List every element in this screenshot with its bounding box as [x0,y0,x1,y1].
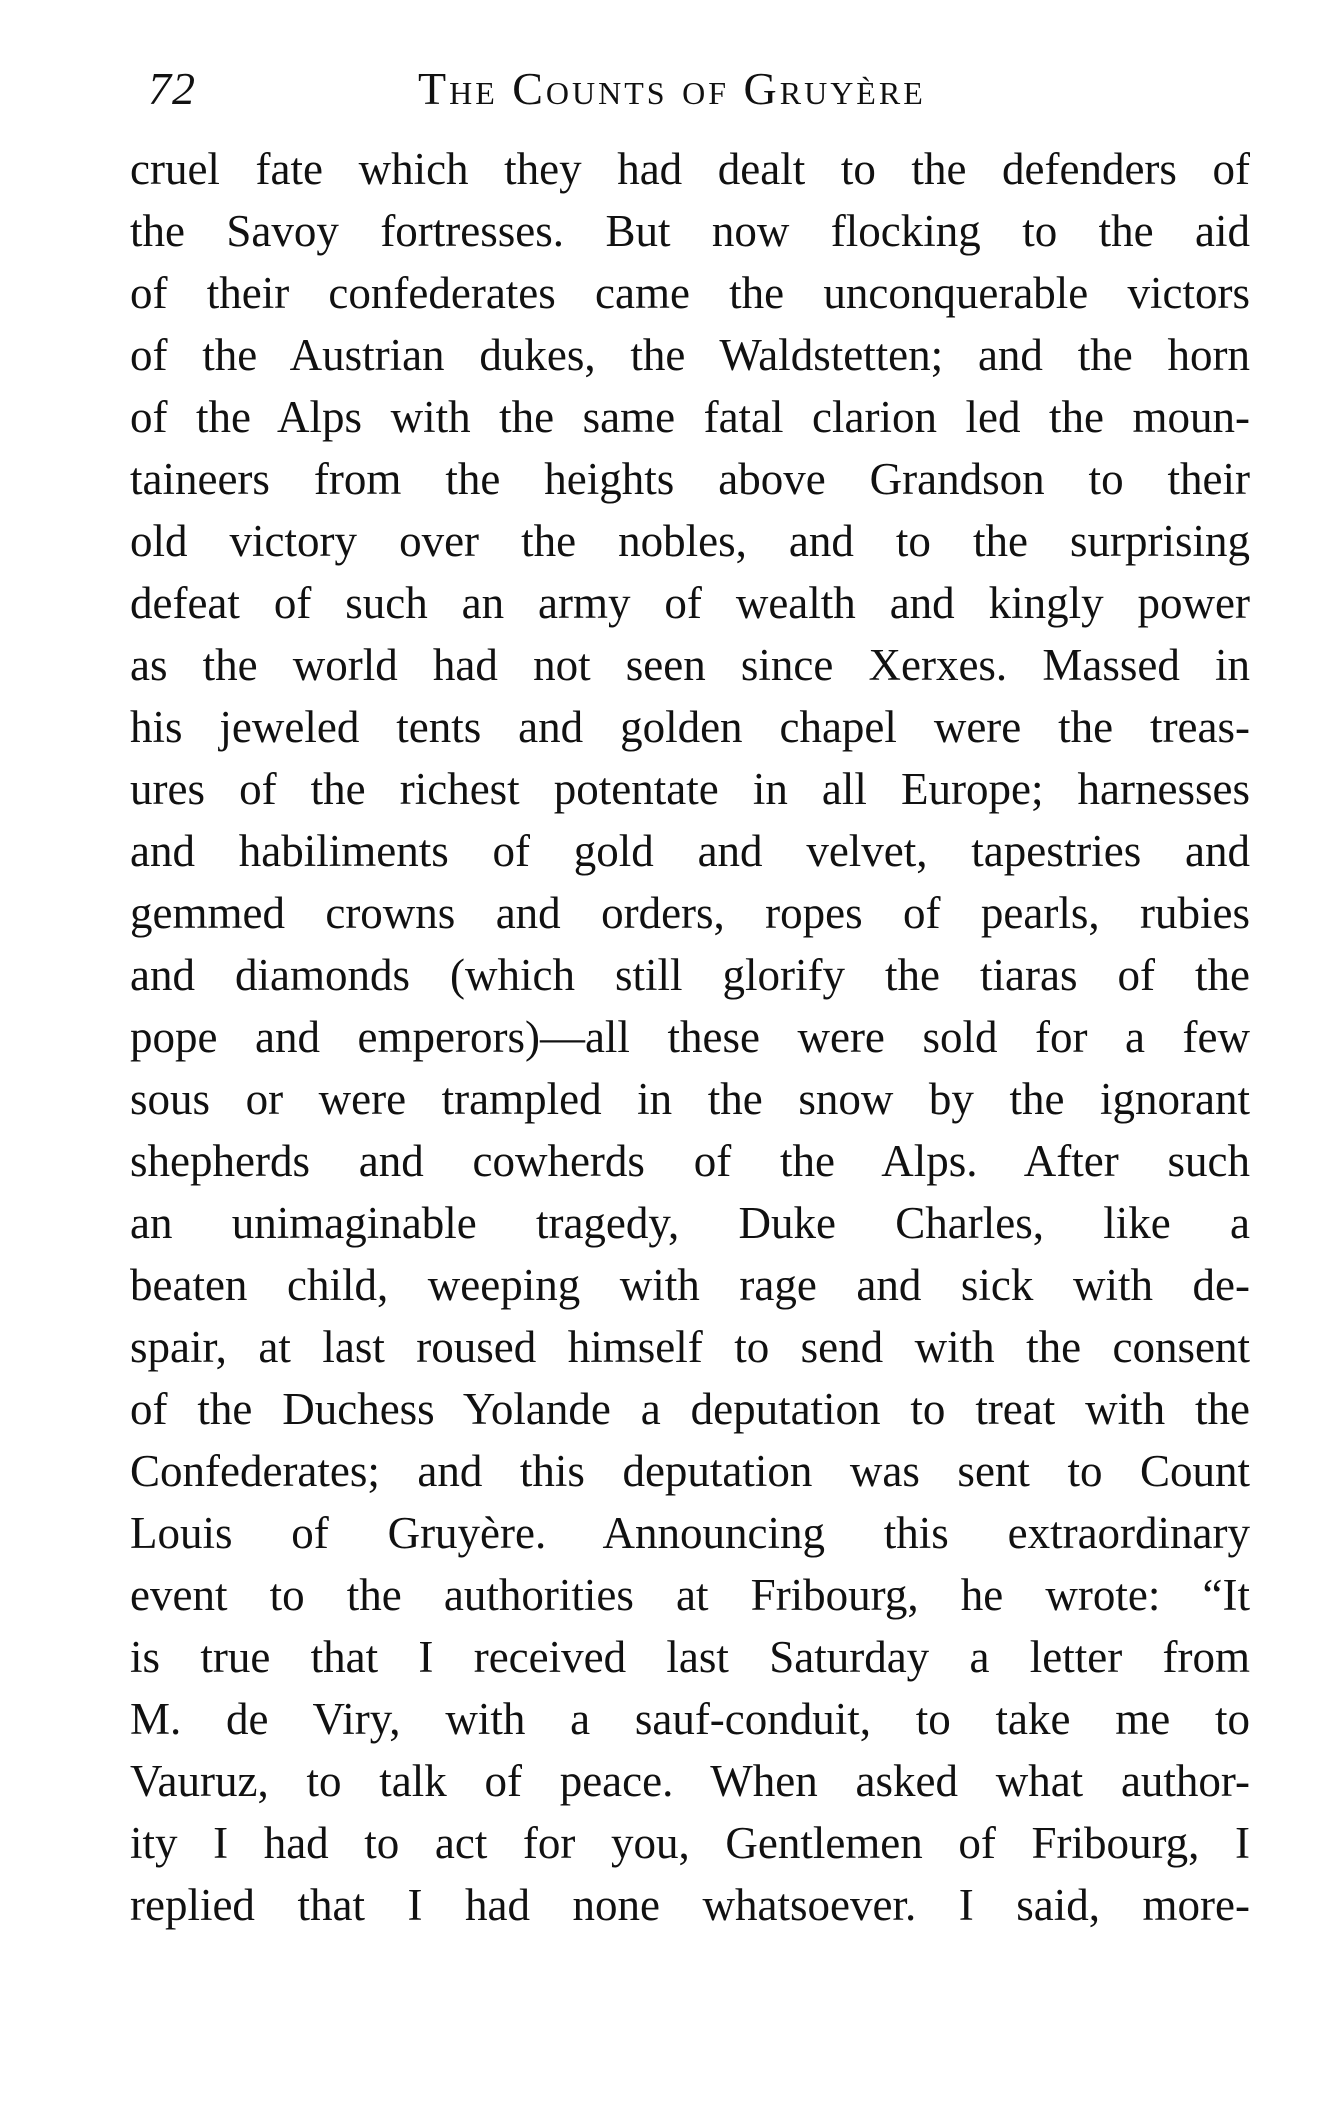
text-line: gemmed crowns and orders, ropes of pearls, rubies [130,888,1250,938]
text-line: ity I had to act for you, Gentlemen of Fribourg, I [130,1818,1250,1868]
body-text [130,138,1250,1936]
text-line: replied that I had none whatsoever. I said, more- [130,1880,1250,1930]
text-line: taineers from the heights above Grandson to their [130,454,1250,504]
text-line: of the Duchess Yolande a deputation to treat with the [130,1384,1250,1434]
text-line: of the Austrian dukes, the Waldstetten; and the horn [130,330,1250,380]
text-line: Confederates; and this deputation was sent to Count [130,1446,1250,1496]
text-line: of the Alps with the same fatal clarion led the moun- [130,392,1250,442]
text-line: M. de Viry, with a sauf-conduit, to take me to [130,1694,1250,1744]
text-line: ures of the richest potentate in all Europe; harnesses [130,764,1250,814]
text-line: old victory over the nobles, and to the surprising [130,516,1250,566]
text-line: pope and emperors)—all these were sold for a few [130,1012,1250,1062]
text-line: an unimaginable tragedy, Duke Charles, like a [130,1198,1250,1248]
text-line: the Savoy fortresses. But now flocking to the aid [130,206,1250,256]
running-head [148,62,1248,122]
text-line: and diamonds (which still glorify the tiaras of the [130,950,1250,1000]
text-line: cruel fate which they had dealt to the defenders of [130,144,1250,194]
text-line: as the world had not seen since Xerxes. Massed in [130,640,1250,690]
text-line: beaten child, weeping with rage and sick with de- [130,1260,1250,1310]
text-line: sous or were trampled in the snow by the ignorant [130,1074,1250,1124]
text-line: and habiliments of gold and velvet, tapestries and [130,826,1250,876]
text-line: defeat of such an army of wealth and kingly power [130,578,1250,628]
text-line: event to the authorities at Fribourg, he wrote: “It [130,1570,1250,1620]
page-number: 72 [148,63,196,114]
running-title: The Counts of Gruyère [418,63,926,114]
text-line: his jeweled tents and golden chapel were the treas- [130,702,1250,752]
text-line: is true that I received last Saturday a letter from [130,1632,1250,1682]
text-line: of their confederates came the unconquerable victors [130,268,1250,318]
text-line: spair, at last roused himself to send with the consent [130,1322,1250,1372]
text-line: shepherds and cowherds of the Alps. After such [130,1136,1250,1186]
text-line: Louis of Gruyère. Announcing this extraordinary [130,1508,1250,1558]
text-line: Vauruz, to talk of peace. When asked what author- [130,1756,1250,1806]
